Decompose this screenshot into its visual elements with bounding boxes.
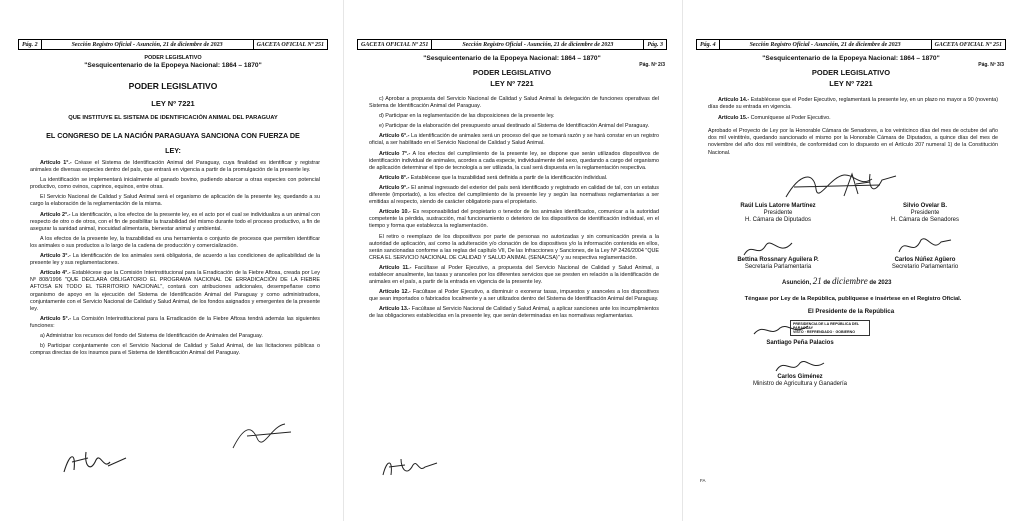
article-paragraph: Artículo 12.- Facúltase al Poder Ejecutivo, a disminuir o exonerar tasas, impuestos y aranceles a los dispositivos que sean importados o fabricados localmente y a ser utilizados dentro del Sistema de Identificación Animal del Paraguay. <box>369 289 659 303</box>
article-paragraph: d) Participar en la reglamentación de las disposiciones de la presente ley. <box>379 113 555 120</box>
articles-block <box>369 96 659 324</box>
article-paragraph: Artículo 3°.- La identificación de los animales será obligatoria, de acuerdo a las condiciones de aplicabilidad de la presente ley y sus reglamentaciones. <box>30 253 321 267</box>
page-header <box>696 39 1006 50</box>
header-section: Sección Registro Oficial - Asunción, 21 de diciembre de 2023 <box>749 41 901 48</box>
poder-title: PODER LEGISLATIVO <box>128 81 218 91</box>
president-title: El Presidente de la República <box>807 308 895 315</box>
poder-title: PODER LEGISLATIVO <box>472 68 552 77</box>
page-divider <box>343 0 344 521</box>
article-paragraph: Artículo 5°.- La Comisión Interinstitucional para la Erradicación de la Fiebre Aftosa tendrá además las siguientes funciones: <box>30 315 320 329</box>
promulgation-text: Téngase por Ley de la República, publíquese e insértese en el Registro Oficial. <box>744 296 962 302</box>
page-number: Pág. 4 <box>697 40 720 49</box>
page-header <box>357 39 667 50</box>
article-paragraph: Artículo 13.- Facúltase al Servicio Nacional de Calidad y Salud Animal, a aplicar sanciones ante los incumplimientos de las obligaciones establecidas en la presente ley, que serán determinadas en las normativas reglamentarias. <box>369 306 659 320</box>
motto: "Sesquicentenario de la Epopeya Nacional: 1864 – 1870" <box>84 62 262 69</box>
article-paragraph: Artículo 7°.- A los efectos del cumplimiento de la presente ley, se dispone que serán utilizados dispositivos de identificación individual de animales, acordes a cada especie, individualmente del sexo, quedando a cargo del organismo de aplicación determinar el tipo de tecnología a ser utilizada, la cual será dispuesta en la reglamentación respectiva. <box>369 150 659 171</box>
poder-label-small: PODER LEGISLATIVO <box>144 55 202 61</box>
gazette-page-4 <box>690 0 1012 521</box>
signer-block: Bettina Rossnary Aguilera P. Secretaria Parlamentaria <box>737 257 819 271</box>
article-paragraph: La identificación se implementará inicialmente al ganado bovino, pudiendo abarcar a otras especies con potencial productivo, como ovinos, caprinos, equinos, entre otras. <box>30 177 320 191</box>
page-header <box>18 39 328 50</box>
signer-block: Raúl Luis Latorre Martínez Presidente H. Cámara de Diputados <box>740 203 816 224</box>
header-gaceta: GACETA OFICIAL Nº 251 <box>253 40 327 49</box>
signature-mark <box>379 455 439 481</box>
article-paragraph: Artículo 10.- Es responsabilidad del propietario o tenedor de los animales identificados, comunicar a la autoridad competente la pérdida, sustracción, mal funcionamiento o deterioro de los dispositivos de identificación individual, en el tiempo y forma que establezca la reglamentación. <box>369 209 659 230</box>
law-number: LEY Nº 7221 <box>151 99 195 108</box>
law-subject: QUE INSTITUYE EL SISTEMA DE IDENTIFICACIÓN ANIMAL DEL PARAGUAY <box>68 115 278 121</box>
law-number: LEY Nº 7221 <box>829 79 873 88</box>
page-divider <box>682 0 683 521</box>
article-paragraph: Artículo 14.- Establécese que el Poder Ejecutivo, reglamentará la presente ley, en un plazo no mayor a 90 (noventa) días desde su entrada en vigencia. <box>708 97 998 111</box>
approval-paragraph: Aprobado el Proyecto de Ley por la Honorable Cámara de Senadores, a los veinticinco días del mes de octubre del año dos mil veintitrés, quedando sancionado el mismo por la Honorable Cámara de Diputados, a quince días del mes de noviembre del año dos mil veintitrés, de conformidad con lo dispuesto en el Artículo 207 numeral 1) de la Constitución Nacional. <box>708 128 998 156</box>
article-paragraph: Artículo 9°.- El animal ingresado del exterior del país será identificado y registrado en calidad de tal, con un estatus diferente (importado), a los efectos del cumplimiento de la presente ley y según las normativas reglamentarias a ser emitidas al respecto, siendo de carácter obligatorio para el propietario. <box>369 184 660 206</box>
article-paragraph: Artículo 8°.- Establécese que la trazabilidad será definida a partir de la identificación individual. <box>379 174 608 181</box>
signer-block: Silvio Ovelar B. Presidente H. Cámara de Senadores <box>890 203 960 224</box>
president-name: Santiago Peña Palacios <box>766 340 834 346</box>
article-paragraph: Artículo 1°.- Créase el Sistema de Identificación Animal del Paraguay, cuya finalidad es identificar y registrar animales de diversas especies dentro del país, que entrará en vigencia a partir de la promulgación de la presente ley. <box>30 160 320 174</box>
poder-title: PODER LEGISLATIVO <box>811 68 891 77</box>
corner-initials: FA <box>700 478 706 483</box>
page-fraction: Pág. Nº 3/3 <box>978 62 1004 68</box>
article-paragraph: El retiro o reemplazo de los dispositivos por parte de personas no autorizadas y sin comunicación previa a la autoridad de aplicación, así como la adulteración y/o clonación de los dispositivos y/o la información contenida en ellos, serán sancionadas conforme a las reglas del capítulo VII, De las Infracciones y Sanciones, de la Ley Nº 2426/2004 "QUE CREA EL SERVICIO NACIONAL DE CALIDAD Y SALUD ANIMAL (SENACSA)" y su respectiva reglamentación. <box>369 233 659 261</box>
article-paragraph: Artículo 6°.- La identificación de animales será un proceso del que se tomará razón y se hará constar en un registro oficial, a ser habilitado en el Servicio Nacional de Calidad y Salud Animal. <box>369 133 659 147</box>
header-gaceta: GACETA OFICIAL Nº 251 <box>358 40 432 49</box>
page-number: Pág. 2 <box>19 40 42 49</box>
article-paragraph: e) Participar de la elaboración del presupuesto anual destinado al Sistema de Identificación Animal del Paraguay. <box>379 123 650 130</box>
article-paragraph: c) Aprobar a propuesta del Servicio Nacional de Calidad y Salud Animal la delegación de funciones operativas del Sistema de Identificación Animal del Paraguay. <box>369 96 659 110</box>
articles-block <box>30 160 320 360</box>
signature-mark <box>60 448 130 478</box>
motto: "Sesquicentenario de la Epopeya Nacional: 1864 – 1870" <box>762 55 940 62</box>
gazette-page-2 <box>12 0 334 521</box>
article-paragraph: Artículo 11.- Facúltase al Poder Ejecutivo, a propuesta del Servicio Nacional de Calidad y Salud Animal, a establecer anualmente, las tasas y aranceles por los diferentes servicios que se presten en relación a la identificación de animales en el país, a partir de la entrada en vigencia de la presente ley. <box>369 264 660 286</box>
signer-block: Carlos Núñez Agüero Secretario Parlamentario <box>891 257 959 271</box>
signature-mark <box>227 418 297 458</box>
motto: "Sesquicentenario de la Epopeya Nacional: 1864 – 1870" <box>423 55 601 62</box>
header-section: Sección Registro Oficial - Asunción, 21 de diciembre de 2023 <box>462 41 614 48</box>
final-articles <box>708 97 998 157</box>
promulgation-date: Asunción, 21 de diciembre de 2023 <box>782 276 892 286</box>
gazette-page-3 <box>351 0 673 521</box>
article-paragraph: El Servicio Nacional de Calidad y Salud Animal será el organismo de aplicación de la presente ley, quedando a su cargo la elaboración de la reglamentación de la misma. <box>30 194 320 208</box>
signature-mark <box>840 170 900 202</box>
header-gaceta: GACETA OFICIAL Nº 251 <box>931 40 1005 49</box>
ley-word: LEY: <box>165 146 181 155</box>
article-paragraph: Artículo 15.- Comuníquese al Poder Ejecutivo. <box>718 115 831 122</box>
article-paragraph: Artículo 4°.- Establécese que la Comisión Interinstitucional para la Erradicación de la Fiebre Aftosa, creada por Ley Nº 808/1996 "QUE DECLARA OBLIGATORIO EL PROGRAMA NACIONAL DE ERRADICACIÓN DE LA FIEBRE AFTOSA EN TODO EL TERRITORIO NACIONAL", contará con atribuciones adicionales, desempeñarse como organismo de apoyo en la ejecución del Sistema de Identificación Animal del Paraguay y como administradora, conjuntamente con el Servicio Nacional de Calidad y Salud Animal, de los fondos asignados y emergentes de la presente ley. <box>30 270 321 312</box>
law-number: LEY Nº 7221 <box>490 79 534 88</box>
article-paragraph: b) Participar conjuntamente con el Servicio Nacional de Calidad y Salud Animal, de las licitaciones públicas o compras directas de los insumos para el Sistema de Identificación Animal del Paraguay. <box>30 343 320 357</box>
minister-block: Carlos Giménez Ministro de Agricultura y Ganadería <box>752 374 848 388</box>
article-paragraph: Artículo 2°.- La identificación, a los efectos de la presente ley, es el acto por el cual se individualiza a un animal con respecto de otro o de otros, con el fin de posibilitar la trazabilidad del mismo durante todo el proceso productivo, a fin de asegurar la sanidad animal, inocuidad alimentaria, bienestar animal y ambiental. <box>30 211 320 232</box>
article-paragraph: A los efectos de la presente ley, la trazabilidad es una herramienta o conjunto de procesos que permiten identificar los animales o sus productos a lo largo de la cadena de producción y comercialización. <box>30 235 320 249</box>
page-number: Pág. 3 <box>643 40 666 49</box>
article-paragraph: a) Administrar los recursos del fondo del Sistema de Identificación de Animales del Paraguay. <box>40 332 263 339</box>
header-section: Sección Registro Oficial - Asunción, 21 de diciembre de 2023 <box>71 41 223 48</box>
page-fraction: Pág. Nº 2/3 <box>639 62 665 68</box>
congress-enacts: EL CONGRESO DE LA NACIÓN PARAGUAYA SANCIONA CON FUERZA DE <box>46 131 300 140</box>
presidency-seal: PRESIDENCIA DE LA REPÚBLICA DEL PARAGUAY VISTO · REFRENDADO · GOBIERNO <box>790 320 870 336</box>
